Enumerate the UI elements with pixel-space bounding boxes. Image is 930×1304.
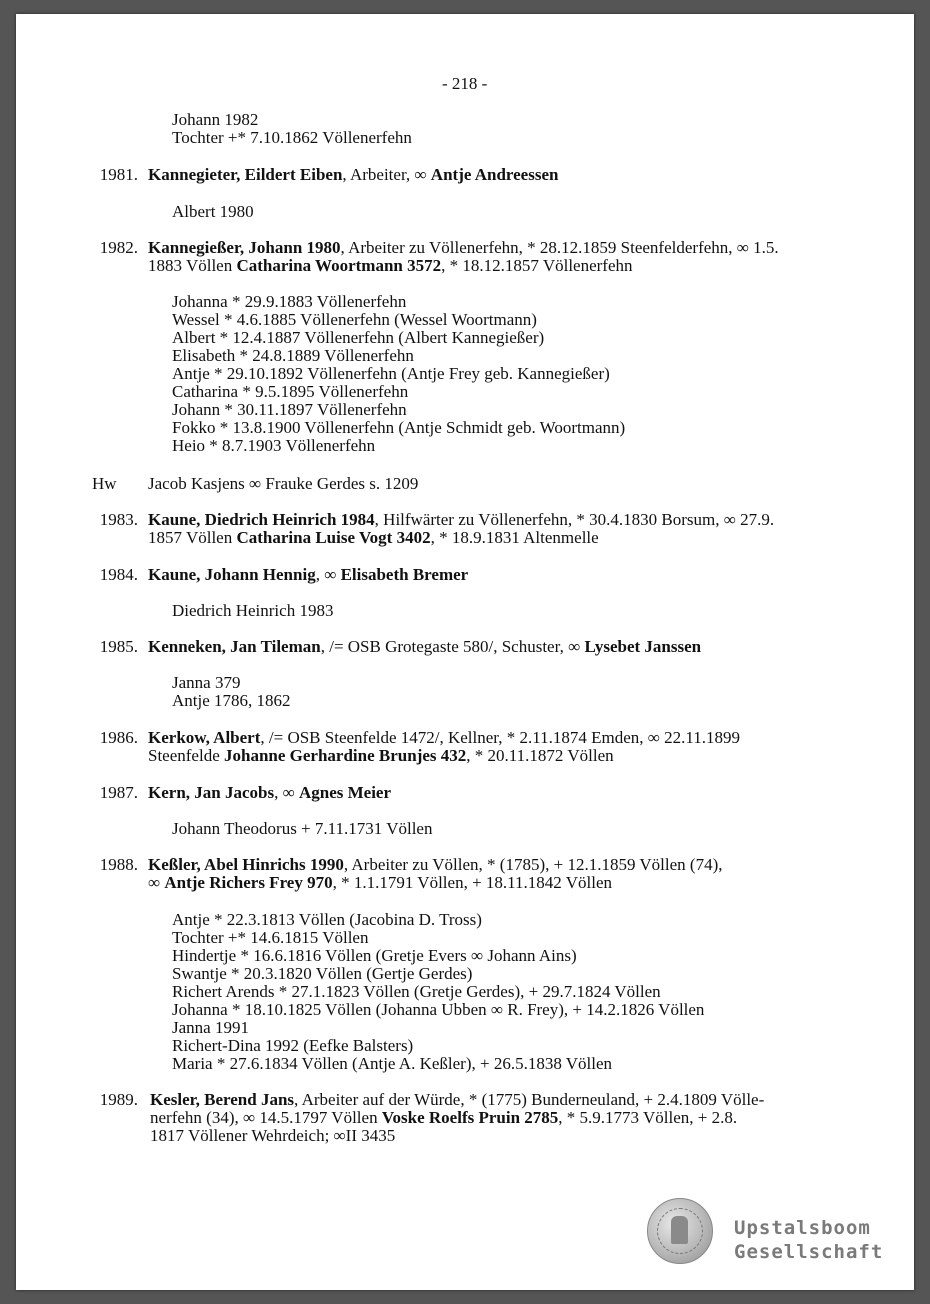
entry-line [148, 529, 599, 547]
entry-detail: , Arbeiter zu Völlen, * (1785), + 12.1.1859 Völlen (74), [343, 855, 723, 874]
entry-line: Tochter +* 7.10.1862 Völlenerfehn [172, 128, 412, 147]
entry-header [148, 566, 468, 584]
spouse-name: Johanne Gerhardine Brunjes 432 [224, 746, 467, 765]
entry-detail: , ∞ [315, 565, 341, 584]
hw-text: Jacob Kasjens ∞ Frauke Gerdes s. 1209 [148, 474, 419, 493]
entry-line: Johann 1982 [172, 110, 259, 129]
entry-header [148, 856, 722, 874]
child-line: Janna 1991 [172, 1018, 249, 1037]
entry-detail: , Hilfwärter zu Völlenerfehn, * 30.4.1830 Borsum, ∞ 27.9. [374, 510, 775, 529]
person-name: Kerkow, Albert [148, 728, 261, 747]
child-line: Diedrich Heinrich 1983 [172, 601, 334, 620]
entry-line [148, 874, 612, 892]
child-line: Johanna * 29.9.1883 Völlenerfehn [172, 292, 407, 311]
child-line: Richert Arends * 27.1.1823 Völlen (Gretje Gerdes), + 29.7.1824 Völlen [172, 982, 661, 1001]
child-line: Swantje * 20.3.1820 Völlen (Gertje Gerdes) [172, 964, 473, 983]
child-line: Maria * 27.6.1834 Völlen (Antje A. Keßler), + 26.5.1838 Völlen [172, 1054, 613, 1073]
entry-header [148, 239, 779, 257]
entry-number: 1986. [99, 728, 138, 747]
entry-header [148, 166, 558, 184]
child-line: Elisabeth * 24.8.1889 Völlenerfehn [172, 346, 414, 365]
spouse-name: Antje Andreessen [430, 165, 559, 184]
child-line: Janna 379 [172, 673, 241, 692]
entry-number: 1985. [99, 637, 138, 656]
child-line: Wessel * 4.6.1885 Völlenerfehn (Wessel Woortmann) [172, 310, 537, 329]
child-line: Richert-Dina 1992 (Eefke Balsters) [172, 1036, 414, 1055]
entry-header [148, 638, 701, 656]
spouse-name: Antje Richers Frey 970 [164, 873, 333, 892]
entry-detail: , ∞ [274, 783, 299, 802]
entry-detail: , /= OSB Grotegaste 580/, Schuster, ∞ [320, 637, 585, 656]
entry-line [148, 747, 614, 765]
child-line: Fokko * 13.8.1900 Völlenerfehn (Antje Schmidt geb. Woortmann) [172, 418, 626, 437]
entry-line [148, 257, 633, 275]
person-name: Kannegießer, Johann 1980 [148, 238, 341, 257]
entry-number: 1982. [99, 238, 138, 257]
child-line: Johann Theodorus + 7.11.1731 Völlen [172, 819, 433, 838]
person-name: Kenneken, Jan Tileman [148, 637, 321, 656]
child-line: Johann * 30.11.1897 Völlenerfehn [172, 400, 407, 419]
spouse-name: Lysebet Janssen [584, 637, 702, 656]
entry-number: 1988. [99, 855, 138, 874]
child-line: Antje * 29.10.1892 Völlenerfehn (Antje Frey geb. Kannegießer) [172, 364, 610, 383]
entry-number: 1984. [99, 565, 138, 584]
entry-detail: ∞ [148, 873, 165, 892]
spouse-name: Catharina Luise Vogt 3402 [236, 528, 431, 547]
child-line: Heio * 8.7.1903 Völlenerfehn [172, 436, 376, 455]
page-number: - 218 - [442, 74, 488, 93]
entry-detail: , Arbeiter auf der Würde, * (1775) Bunderneuland, + 2.4.1809 Völle- [294, 1090, 765, 1109]
child-line: Antje 1786, 1862 [172, 691, 291, 710]
entry-number: 1987. [99, 783, 138, 802]
society-seal-icon [647, 1198, 713, 1264]
brand-line: Gesellschaft [734, 1241, 884, 1263]
person-name: Kannegieter, Eildert Eiben [148, 165, 343, 184]
entry-header [148, 511, 774, 529]
spouse-name: Voske Roelfs Pruin 2785 [381, 1108, 559, 1127]
entry-detail: 1883 Völlen [148, 256, 237, 275]
spouse-name: Elisabeth Bremer [340, 565, 469, 584]
spouse-name: Catharina Woortmann 3572 [236, 256, 442, 275]
child-line: Johanna * 18.10.1825 Völlen (Johanna Ubben ∞ R. Frey), + 14.2.1826 Völlen [172, 1000, 705, 1019]
entry-detail: 1857 Völlen [148, 528, 237, 547]
entry-detail: , * 5.9.1773 Völlen, + 2.8. [558, 1108, 738, 1127]
child-line: Hindertje * 16.6.1816 Völlen (Gretje Evers ∞ Johann Ains) [172, 946, 577, 965]
entry-detail: , * 18.12.1857 Völlenerfehn [441, 256, 633, 275]
entry-detail: , * 1.1.1791 Völlen, + 18.11.1842 Völlen [332, 873, 612, 892]
brand-line: Upstalsboom [734, 1217, 871, 1239]
person-name: Kaune, Diedrich Heinrich 1984 [148, 510, 375, 529]
child-line: Albert 1980 [172, 202, 254, 221]
child-line: Catharina * 9.5.1895 Völlenerfehn [172, 382, 409, 401]
child-line: Antje * 22.3.1813 Völlen (Jacobina D. Tross) [172, 910, 482, 929]
entry-number: 1981. [99, 165, 138, 184]
person-name: Keßler, Abel Hinrichs 1990 [148, 855, 344, 874]
entry-detail: , Arbeiter zu Völlenerfehn, * 28.12.1859 Steenfelderfehn, ∞ 1.5. [340, 238, 779, 257]
hw-label: Hw [92, 474, 117, 493]
entry-detail: , * 18.9.1831 Altenmelle [430, 528, 599, 547]
entry-number: 1989. [99, 1090, 138, 1109]
entry-header [148, 784, 391, 802]
entry-line: 1817 Völlener Wehrdeich; ∞II 3435 [150, 1126, 396, 1145]
entry-detail: nerfehn (34), ∞ 14.5.1797 Völlen [150, 1108, 382, 1127]
entry-header [148, 729, 740, 747]
child-line: Albert * 12.4.1887 Völlenerfehn (Albert Kannegießer) [172, 328, 545, 347]
person-name: Kern, Jan Jacobs [148, 783, 275, 802]
person-name: Kaune, Johann Hennig [148, 565, 316, 584]
seal-figure [671, 1216, 688, 1244]
entry-header [150, 1091, 764, 1109]
entry-detail: , * 20.11.1872 Völlen [466, 746, 614, 765]
entry-number: 1983. [99, 510, 138, 529]
entry-line [150, 1109, 737, 1127]
entry-detail: , Arbeiter, ∞ [342, 165, 431, 184]
entry-detail: Steenfelde [148, 746, 224, 765]
entry-detail: , /= OSB Steenfelde 1472/, Kellner, * 2.11.1874 Emden, ∞ 22.11.1899 [260, 728, 741, 747]
child-line: Tochter +* 14.6.1815 Völlen [172, 928, 369, 947]
spouse-name: Agnes Meier [298, 783, 392, 802]
person-name: Kesler, Berend Jans [150, 1090, 295, 1109]
